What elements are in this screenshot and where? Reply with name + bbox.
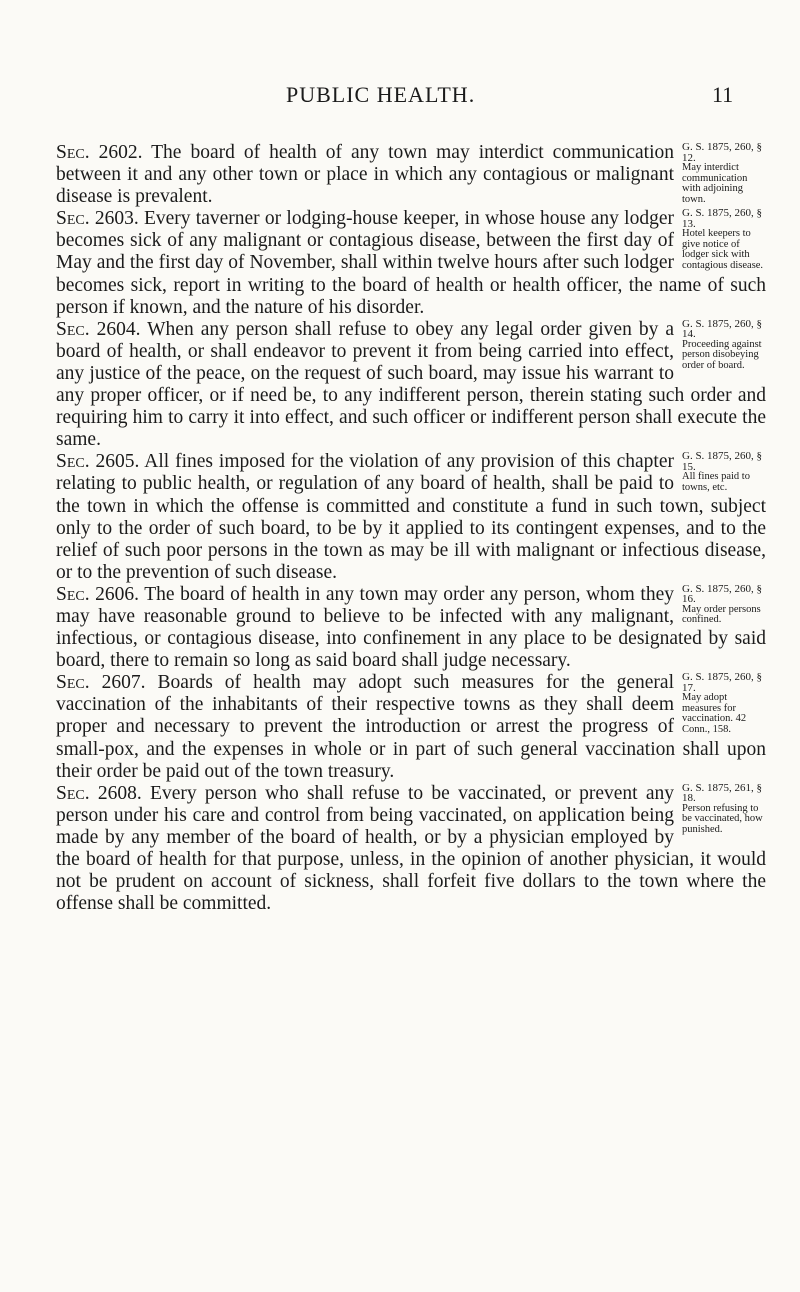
section-text: Boards of health may adopt such measures for the general vaccination of the inhabitants of their respective towns as they shall deem proper and necessary to prevent the introduction or arrest the progress of small-pox, and the expenses in whole or in part of such general vaccination shall upon their order be paid out of the town treasury. xyxy=(56,672,766,782)
margin-note xyxy=(682,672,766,735)
margin-note-ref: G. S. 1875, 260, § 13. xyxy=(682,207,763,230)
margin-note-ref: G. S. 1875, 260, § 14. xyxy=(682,317,763,341)
section-number: Sec. 2608. xyxy=(56,782,142,804)
page-number: 11 xyxy=(712,82,734,107)
section-2608 xyxy=(56,783,766,916)
section-2604 xyxy=(56,319,766,452)
margin-note-ref: G. S. 1875, 260, § 15. xyxy=(682,450,763,473)
margin-note-text: Proceeding against person disobeying order of board. xyxy=(682,338,762,371)
margin-note xyxy=(682,319,766,372)
section-text: When any person shall refuse to obey any legal order given by a board of health, or shall endeavor to prevent it from being carried into effect, any justice of the peace, on the request of such board, may issue his warrant to any proper officer, or if need be, to any indifferent person, therein stating such order and requiring him to carry it into effect, and such officer or indifferent person shall execute the same. xyxy=(56,318,766,451)
section-2602 xyxy=(56,142,766,208)
margin-note xyxy=(682,208,766,271)
section-number: Sec. 2607. xyxy=(56,672,146,694)
margin-note xyxy=(682,451,766,493)
section-2606 xyxy=(56,584,766,672)
section-number: Sec. 2603. xyxy=(56,208,139,230)
section-number: Sec. 2602. xyxy=(56,142,143,163)
margin-note-text: Hotel keepers to give notice of lodger sick with contagious disease. xyxy=(682,228,764,271)
margin-note-ref: G. S. 1875, 261, § 18. xyxy=(682,781,763,805)
running-title: PUBLIC HEALTH. xyxy=(286,82,476,107)
section-text: Every taverner or lodging-house keeper, in whose house any lodger becomes sick of any malignant or contagious disease, between the first day of May and the first day of November, shall within twelve hours after such lodger becomes sick, report in writing to the board of health or health officer, the name of such person if known, and the nature of his disorder. xyxy=(56,208,766,318)
section-text: Every person who shall refuse to be vaccinated, or prevent any person under his care and control from being vaccinated, on application being made by any member of the board of health, or by a physician employed by the board of health for that purpose, unless, in the opinion of another physician, it would not be prudent on account of sickness, shall forfeit five dollars to the town where the offense shall be committed. xyxy=(56,782,766,915)
margin-note-ref: G. S. 1875, 260, § 12. xyxy=(682,141,763,164)
margin-note xyxy=(682,783,766,836)
margin-note-text: May order persons confined. xyxy=(682,603,761,626)
margin-note-text: May adopt measures for vaccination. 42 Conn., 158. xyxy=(682,692,747,735)
section-number: Sec. 2606. xyxy=(56,583,140,605)
page-header xyxy=(0,82,800,112)
section-text: The board of health of any town may interdict communication between it and any other town or place in which any contagious or malignant disease is prevalent. xyxy=(56,142,674,208)
margin-note-text: Person refusing to be vaccinated, how punished. xyxy=(682,802,763,835)
section-text: The board of health in any town may order any person, whom they may have reasonable ground to believe to be infected with any malignant, infectious, or contagious disease, into confinement in any place to be designated by said board, there to remain so long as said board shall judge necessary. xyxy=(56,583,766,672)
margin-note xyxy=(682,142,766,205)
section-2605 xyxy=(56,451,766,584)
section-number: Sec. 2605. xyxy=(56,451,140,473)
margin-note-text: All fines paid to towns, etc. xyxy=(682,471,750,493)
section-number: Sec. 2604. xyxy=(56,318,141,340)
margin-note xyxy=(682,584,766,626)
sections-body xyxy=(56,142,766,915)
margin-note-ref: G. S. 1875, 260, § 17. xyxy=(682,671,763,694)
section-2607 xyxy=(56,672,766,782)
margin-note-text: May interdict communication with adjoining town. xyxy=(682,162,748,205)
section-2603 xyxy=(56,208,766,318)
section-text: All fines imposed for the violation of any provision of this chapter relating to public health, or regulation of any board of health, shall be paid to the town in which the offense is committed and constitute a fund in such town, subject only to the order of such board, to be by it applied to its contingent expenses, and to the relief of such poor persons in the town as may be ill with malignant or infectious disease, or to the prevention of such disease. xyxy=(56,451,766,583)
margin-note-ref: G. S. 1875, 260, § 16. xyxy=(682,582,763,606)
